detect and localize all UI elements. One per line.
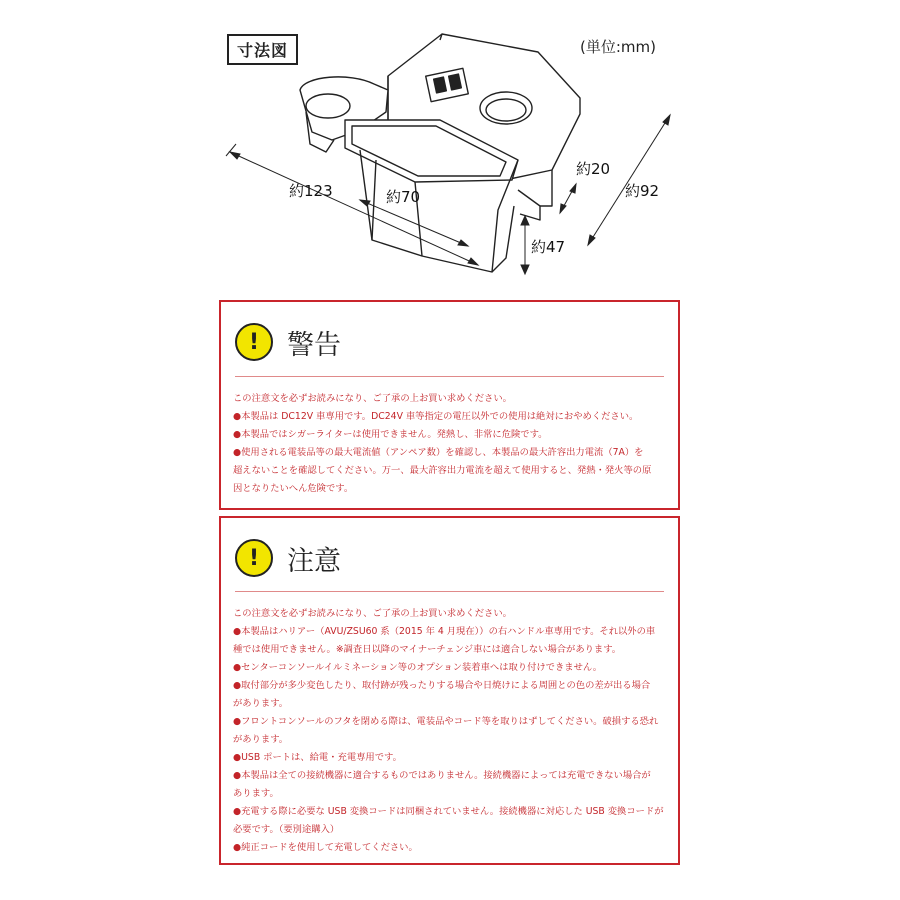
warning-line: ●本製品は DC12V 車専用です。DC24V 車等指定の電圧以外での使用は絶対におやめください。 xyxy=(233,411,639,422)
dimension-width: 約123 xyxy=(289,182,333,200)
caution-line: ●センターコンソールイルミネーション等のオプション装着車へは取り付けできません。 xyxy=(233,662,603,673)
caution-line: ●取付部分が多少変色したり、取付跡が残ったりする場合や日焼けによる周囲との色の差が出る場合 xyxy=(233,680,651,691)
caution-line: があります。 xyxy=(233,698,289,709)
warning-header xyxy=(235,320,341,364)
caution-line: ●本製品は全ての接続機器に適合するものではありません。接続機器によっては充電できない場合が xyxy=(233,770,651,781)
dimension-depth: 約92 xyxy=(625,182,660,200)
caution-line: この注意文を必ずお読みになり、ご了承の上お買い求めください。 xyxy=(233,608,512,619)
warning-line: この注意文を必ずお読みになり、ご了承の上お買い求めください。 xyxy=(233,393,512,404)
unit-note: (単位:mm) xyxy=(580,38,656,56)
dimension-height: 約47 xyxy=(531,238,566,256)
warning-text xyxy=(233,390,668,498)
warning-line: ●本製品ではシガーライターは使用できません。発熱し、非常に危険です。 xyxy=(233,429,548,440)
caution-line: 種では使用できません。※調査日以降のマイナーチェンジ車には適合しない場合があります。 xyxy=(233,644,622,655)
caution-line: 必要です。（要別途購入） xyxy=(233,824,340,835)
caution-line: ●充電する際に必要な USB 変換コードは同梱されていません。接続機器に対応した USB 変換コードが xyxy=(233,806,664,817)
caution-line: があります。 xyxy=(233,734,289,745)
warning-line: 因となりたいへん危険です。 xyxy=(233,483,354,494)
divider xyxy=(235,591,664,592)
caution-panel xyxy=(219,516,680,865)
diagram-label: 寸法図 xyxy=(227,34,298,65)
warning-line: ●使用される電装品等の最大電流値（アンペア数）を確認し、本製品の最大許容出力電流（7A）を xyxy=(233,447,644,458)
warning-panel xyxy=(219,300,680,510)
exclamation-icon: ! xyxy=(235,539,273,577)
caution-line: ●フロントコンソールのフタを閉める際は、電装品やコード等を取りはずしてください。破損する恐れ xyxy=(233,716,659,727)
caution-line: ●USB ポートは、給電・充電専用です。 xyxy=(233,752,402,763)
caution-line: あります。 xyxy=(233,788,279,799)
caution-text xyxy=(233,605,668,857)
caution-header xyxy=(235,536,341,580)
warning-line: 超えないことを確認してください。万一、最大許容出力電流を超えて使用すると、発熱・発火等の原 xyxy=(233,465,652,476)
dimension-step-height: 約20 xyxy=(576,160,611,178)
dimension-box-width: 約70 xyxy=(386,188,421,206)
warning-title: 警告 xyxy=(287,329,341,361)
divider xyxy=(235,376,664,377)
exclamation-icon: ! xyxy=(235,323,273,361)
product-dimension-drawing xyxy=(200,20,700,295)
caution-line: ●純正コードを使用して充電してください。 xyxy=(233,842,418,853)
caution-title: 注意 xyxy=(287,545,341,577)
caution-line: ●本製品はハリアー（AVU/ZSU60 系（2015 年 4 月現在））の右ハンドル車専用です。それ以外の車 xyxy=(233,626,656,637)
